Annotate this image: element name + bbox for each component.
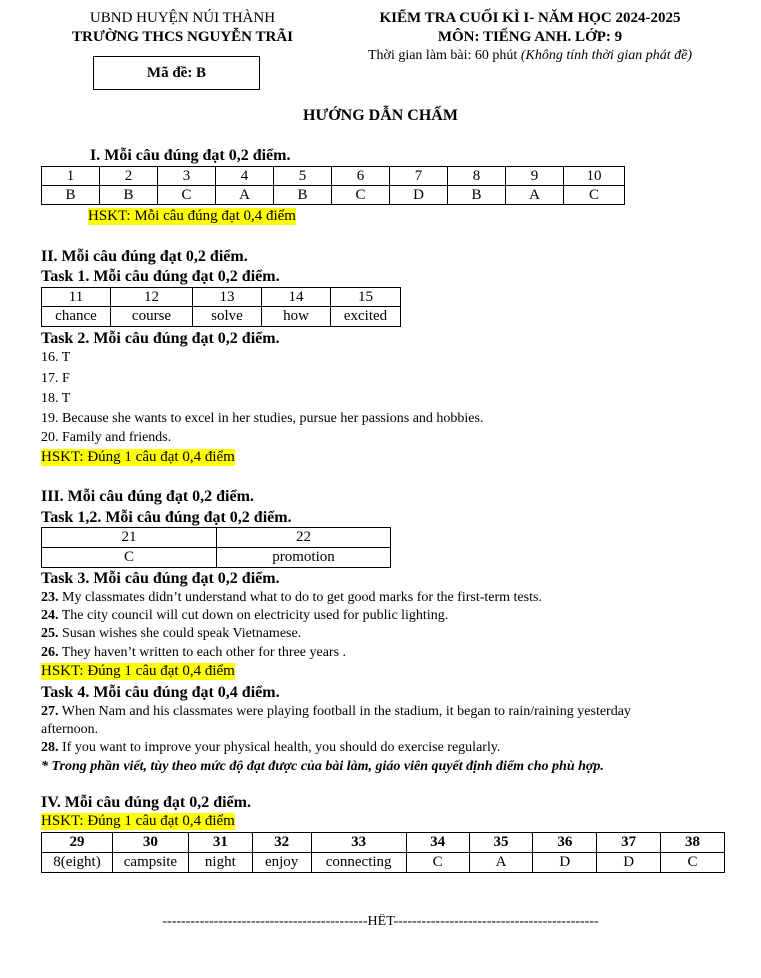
task1-table xyxy=(41,287,401,327)
item-text: If you want to improve your physical health, you should do exercise regularly. xyxy=(58,740,501,755)
q-number: 35 xyxy=(469,833,533,853)
q-answer: D xyxy=(597,853,661,873)
q-answer: excited xyxy=(331,307,401,327)
q-answer: promotion xyxy=(217,548,391,568)
q-answer: C xyxy=(661,853,725,873)
time-prefix: Thời gian làm bài: 60 phút xyxy=(367,48,521,63)
q-number: 15 xyxy=(331,288,401,307)
task1-answer-row xyxy=(42,307,401,327)
q-answer: D xyxy=(533,853,597,873)
q-number: 32 xyxy=(252,833,311,853)
task2-answer: 18. T xyxy=(41,391,71,406)
q-answer: C xyxy=(332,186,390,205)
q-answer: 8(eight) xyxy=(42,853,113,873)
item-number: 24. xyxy=(41,608,59,623)
section3-hskt-note: HSKT: Đúng 1 câu đạt 0,4 điểm xyxy=(41,663,235,679)
school-name: TRƯỜNG THCS NGUYỄN TRÃI xyxy=(71,29,293,45)
task12-answer-row xyxy=(42,548,391,568)
q-number: 8 xyxy=(448,167,506,186)
q-number: 5 xyxy=(274,167,332,186)
q-number: 14 xyxy=(262,288,331,307)
task4-heading: Task 4. Mỗi câu đúng đạt 0,4 điểm. xyxy=(41,684,280,701)
q-number: 9 xyxy=(506,167,564,186)
q-answer: C xyxy=(564,186,625,205)
q-number: 36 xyxy=(533,833,597,853)
q-answer: solve xyxy=(193,307,262,327)
item-text: Susan wishes she could speak Vietnamese. xyxy=(58,626,302,641)
task2-answer: 16. T xyxy=(41,350,71,365)
task12-table xyxy=(41,527,391,568)
section1-table xyxy=(41,166,625,205)
q-number: 31 xyxy=(188,833,252,853)
q-answer: B xyxy=(42,186,100,205)
task4-answer-28 xyxy=(41,740,500,756)
q-number: 13 xyxy=(193,288,262,307)
q-number: 33 xyxy=(311,833,406,853)
item-text: They haven’t written to each other for three years . xyxy=(58,645,347,660)
section3-heading: III. Mỗi câu đúng đạt 0,2 điểm. xyxy=(41,488,254,505)
task2-answer: 17. F xyxy=(41,371,70,386)
task4-answer-27 xyxy=(41,704,631,720)
q-answer: how xyxy=(262,307,331,327)
q-number: 30 xyxy=(112,833,188,853)
writing-note: * Trong phần viết, tùy theo mức độ đạt được của bài làm, giáo viên quyết định điểm cho phù hợp. xyxy=(41,759,604,774)
exam-code: Mã đề: B xyxy=(146,65,207,81)
task3-answer xyxy=(41,626,301,642)
q-number: 22 xyxy=(217,528,391,548)
section2-heading: II. Mỗi câu đúng đạt 0,2 điểm. xyxy=(41,248,248,265)
exam-title: KIỂM TRA CUỐI KÌ I- NĂM HỌC 2024-2025 xyxy=(379,10,681,26)
item-text: When Nam and his classmates were playing football in the stadium, it began to rain/raining yesterday xyxy=(58,704,631,719)
end-word: HẾT xyxy=(367,914,394,929)
time-note: (Không tính thời gian phát đề) xyxy=(520,48,692,63)
item-text: The city council will cut down on electricity used for public lighting. xyxy=(58,608,449,623)
q-number: 2 xyxy=(100,167,158,186)
q-number: 3 xyxy=(158,167,216,186)
task3-answer xyxy=(41,590,542,606)
q-number: 10 xyxy=(564,167,625,186)
end-dashes-right: -------------------------------------------- xyxy=(393,914,599,929)
q-number: 21 xyxy=(42,528,217,548)
time-line xyxy=(335,48,725,64)
task2-answer: 19. Because she wants to excel in her studies, pursue her passions and hobbies. xyxy=(41,411,484,426)
q-answer: B xyxy=(100,186,158,205)
q-number: 12 xyxy=(111,288,193,307)
task1-number-row xyxy=(42,288,401,307)
task3-answer xyxy=(41,645,346,661)
section1-number-row xyxy=(42,167,625,186)
q-answer: C xyxy=(42,548,217,568)
q-answer: chance xyxy=(42,307,111,327)
item-number: 27. xyxy=(41,704,59,719)
q-number: 6 xyxy=(332,167,390,186)
subject-line: MÔN: TIẾNG ANH. LỚP: 9 xyxy=(437,29,623,45)
q-number: 7 xyxy=(390,167,448,186)
section4-answer-row xyxy=(42,853,725,873)
item-number: 26. xyxy=(41,645,59,660)
section2-hskt-note: HSKT: Đúng 1 câu đạt 0,4 điểm xyxy=(41,449,235,465)
q-answer: A xyxy=(216,186,274,205)
item-number: 25. xyxy=(41,626,59,641)
q-number: 29 xyxy=(42,833,113,853)
q-answer: enjoy xyxy=(252,853,311,873)
q-answer: connecting xyxy=(311,853,406,873)
q-answer: C xyxy=(406,853,469,873)
q-answer: course xyxy=(111,307,193,327)
task2-heading: Task 2. Mỗi câu đúng đạt 0,2 điểm. xyxy=(41,330,280,347)
exam-code-box xyxy=(93,56,260,90)
q-answer: C xyxy=(158,186,216,205)
task12-number-row xyxy=(42,528,391,548)
section1-heading: I. Mỗi câu đúng đạt 0,2 điểm. xyxy=(90,147,291,164)
q-answer: B xyxy=(448,186,506,205)
page-title: HƯỚNG DẪN CHẤM xyxy=(303,107,458,124)
section4-heading: IV. Mỗi câu đúng đạt 0,2 điểm. xyxy=(41,794,251,811)
q-number: 37 xyxy=(597,833,661,853)
q-number: 11 xyxy=(42,288,111,307)
section1-answer-row xyxy=(42,186,625,205)
q-answer: A xyxy=(469,853,533,873)
task3-heading: Task 3. Mỗi câu đúng đạt 0,2 điểm. xyxy=(41,570,280,587)
q-number: 1 xyxy=(42,167,100,186)
task2-answer: 20. Family and friends. xyxy=(41,430,172,445)
item-number: 23. xyxy=(41,590,59,605)
q-answer: B xyxy=(274,186,332,205)
task12-heading: Task 1,2. Mỗi câu đúng đạt 0,2 điểm. xyxy=(41,509,292,526)
q-answer: night xyxy=(188,853,252,873)
item-text: My classmates didn’t understand what to do to get good marks for the first-term tests. xyxy=(58,590,542,605)
district-name: UBND HUYỆN NÚI THÀNH xyxy=(89,10,276,26)
task1-heading: Task 1. Mỗi câu đúng đạt 0,2 điểm. xyxy=(41,268,280,285)
q-number: 4 xyxy=(216,167,274,186)
task3-answer xyxy=(41,608,448,624)
q-number: 34 xyxy=(406,833,469,853)
end-dashes-left: -------------------------------------------- xyxy=(162,914,368,929)
section1-hskt-note: HSKT: Mỗi câu đúng đạt 0,4 điểm xyxy=(88,208,296,224)
task4-answer-27-continued: afternoon. xyxy=(41,722,99,737)
section4-hskt-note: HSKT: Đúng 1 câu đạt 0,4 điểm xyxy=(41,813,235,829)
item-number: 28. xyxy=(41,740,59,755)
q-answer: A xyxy=(506,186,564,205)
q-answer: D xyxy=(390,186,448,205)
section4-table xyxy=(41,832,725,873)
end-marker xyxy=(0,914,761,930)
q-number: 38 xyxy=(661,833,725,853)
section4-number-row xyxy=(42,833,725,853)
q-answer: campsite xyxy=(112,853,188,873)
